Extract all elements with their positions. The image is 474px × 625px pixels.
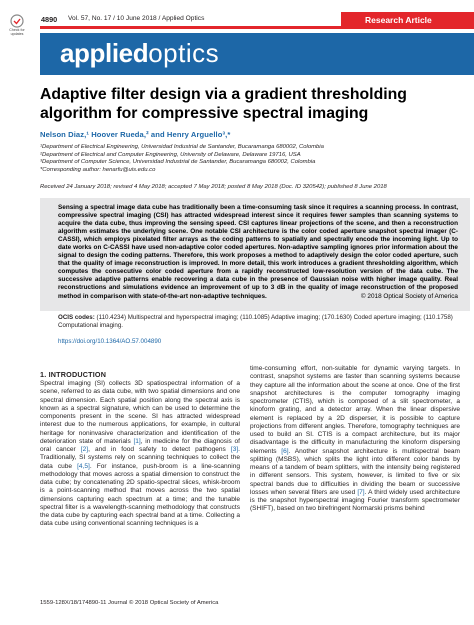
- ref-link-1[interactable]: [1]: [133, 437, 141, 445]
- copyright: © 2018 Optical Society of America: [360, 292, 458, 300]
- ref-link-4-5[interactable]: [4,5]: [77, 462, 90, 470]
- left-text-4: . Traditionally, SI systems rely on scanning techniques to collect the data cube: [40, 446, 240, 470]
- left-text-5: . For instance, push-broom is a line-scanning methodology that moves across a spatial dimension to construct the data cube; by concatenating 2D spatio-spectral slices, whisk-broom is a point-scanning method that moves across the two spatial dimensions capturing each spectrum at a time; and the tunable spectral filter is a wavelength-scanning methodology that constructs the data cube by capturing each spectral band at a time. Collecting a data cube using conventional scanning techniques is a: [40, 462, 241, 528]
- badge-ring-icon: [11, 15, 23, 27]
- affiliation-2: ²Department of Electrical and Computer Engineering, University of Delaware, Delaware 19716, USA: [40, 151, 301, 158]
- right-text-3: . A third widely used architecture is the snapshot hyperspectral imaging Fourier transform spectrometer (SHIFT), based on two birefringent Normarski prisms behind: [250, 488, 460, 513]
- header-rule: [40, 26, 341, 29]
- ref-link-6[interactable]: [6]: [281, 447, 289, 455]
- right-text-1: time-consuming effort, non-suitable for dynamic varying targets. In contrast, snapshot systems are faster than scanning systems because they capture all the information about the scene at once. One of the first snapshot architectures is the computer tomography imaging spectrometer (CTIS), which is composed of a slit spectrometer, a kinoform grating, and a detector array. When the linear dispersive element is replaced by a 2D disperser, it is possible to capture projections from different angles. Therefore, tomography techniques are used to build an SI. CTIS is a compact architecture, but its major disadvantage is the difficulty in manufacturing the kinoform dispersing elements: [250, 365, 460, 455]
- corresponding-author: *Corresponding author: henarfu@uis.edu.co: [40, 166, 156, 173]
- author-list: Nelson Diaz,¹ Hoover Rueda,² and Henry Arguello³,*: [40, 130, 231, 139]
- badge-line-2: updates: [10, 32, 24, 36]
- affiliation-3: ³Department of Computer Science, Universidad Industrial de Santander, Bucaramanga 680002, Colombia: [40, 159, 316, 165]
- ocis-codes: [58, 314, 468, 330]
- ocis-text: (110.4234) Multispectral and hyperspectral imaging; (110.1085) Adaptive imaging; (170.1630) Coded aperture imaging; (110.1758) Computational imaging.: [58, 314, 453, 330]
- ocis-label: OCIS codes:: [58, 314, 95, 321]
- article-title: Adaptive filter design via a gradient thresholding algorithm for compressive spectral imaging: [40, 86, 407, 122]
- left-column-text: [40, 380, 240, 529]
- abstract-box: [40, 198, 470, 311]
- badge-check-icon: [14, 19, 20, 24]
- left-text-1: Spectral imaging (SI) collects 3D spatiospectral information of a scene, referred to as data cube, with two spatial dimensions and one spectral dimension. Each spatial position along the spectral axis is known as a spectral signature, which can be used to determine the components present in the scene. SI has attracted widespread interest due to the numerous applications, for example, in cultural heritage for noninvasive characterization and identification of the deterioration state of materials: [40, 380, 240, 445]
- right-column-text: [250, 365, 460, 514]
- badge-line-1: Check for: [9, 28, 25, 32]
- section-heading: 1. INTRODUCTION: [40, 370, 107, 379]
- ref-link-7[interactable]: [7]: [357, 488, 365, 496]
- right-text-2: . Another snapshot architecture is multispectral beam splitting (MSBS), which splits the light into different color bands by means of a tandem of beam splitters, with the intensity being registered in different sensors. This system, however, is limited to five or six spectral bands due to difficulties in dividing the beam or successive losses when several filters are used: [250, 447, 460, 496]
- journal-logo-bold: applied: [60, 38, 149, 68]
- ref-link-3[interactable]: [3]: [230, 446, 239, 453]
- received-dates: Received 24 January 2018; revised 4 May 2018; accepted 7 May 2018; posted 8 May 2018 (Doc. ID 320542); published 8 June 2018: [40, 184, 387, 190]
- left-text-3: , and in food safety to detect pathogens: [88, 446, 231, 453]
- page-footer: 1559-128X/18/174890-11 Journal © 2018 Optical Society of America: [40, 600, 219, 606]
- journal-logo-light: optics: [148, 38, 220, 68]
- page-number: 4890: [41, 15, 58, 24]
- doi-link[interactable]: https://doi.org/10.1364/AO.57.004890: [58, 338, 162, 345]
- article-type-label: Research Article: [341, 12, 474, 29]
- abstract-text: Sensing a spectral image data cube has traditionally been a time-consuming task since it requires a scanning process. In contrast, compressive spectral imaging (CSI) has attracted widespread interest since it requires fewer samples than scanning systems to acquire the data cube, thus improving the sensing speed. CSI captures linear projections of the scene, and then a reconstruction algorithm estimates the underlying scene. One notable CSI architecture is the color coded aperture snapshot spectral imager (C-CASSI), which employs pixelated filter arrays as the coding patterns to spatially and spectrally encode the incoming light. Up to date works on C-CASSI have used non-adaptive color coded apertures. Non-adaptive sampling ignores prior information about the signal to design the coding patterns. Therefore, this work proposes a method to adaptively design the color coded aperture, such that the quality of image reconstruction is improved. In more detail, this work introduces a gradient thresholding algorithm, which computes the consecutive color coded aperture from a rapidly reconstructed low-resolution version of the data cube. The successive adaptive patterns enable recovering a data cube in the presence of Gaussian noise with higher image quality. Real reconstructions and simulations evidence an improvement of up to 3 dB in the quality of image reconstruction of the proposed method in comparison with state-of-the-art non-adaptive techniques.: [58, 204, 458, 300]
- ref-link-2[interactable]: [2]: [80, 446, 89, 453]
- running-head: Vol. 57, No. 17 / 10 June 2018 / Applied Optics: [68, 15, 205, 22]
- check-for-updates-badge[interactable]: [6, 14, 28, 36]
- left-text-2: , in medicine for the diagnosis of oral cancer: [40, 437, 240, 453]
- journal-logo: [60, 37, 219, 69]
- affiliation-1: ¹Department of Electrical Engineering, Universidad Industrial de Santander, Bucaramanga 680002, Colombia: [40, 144, 324, 150]
